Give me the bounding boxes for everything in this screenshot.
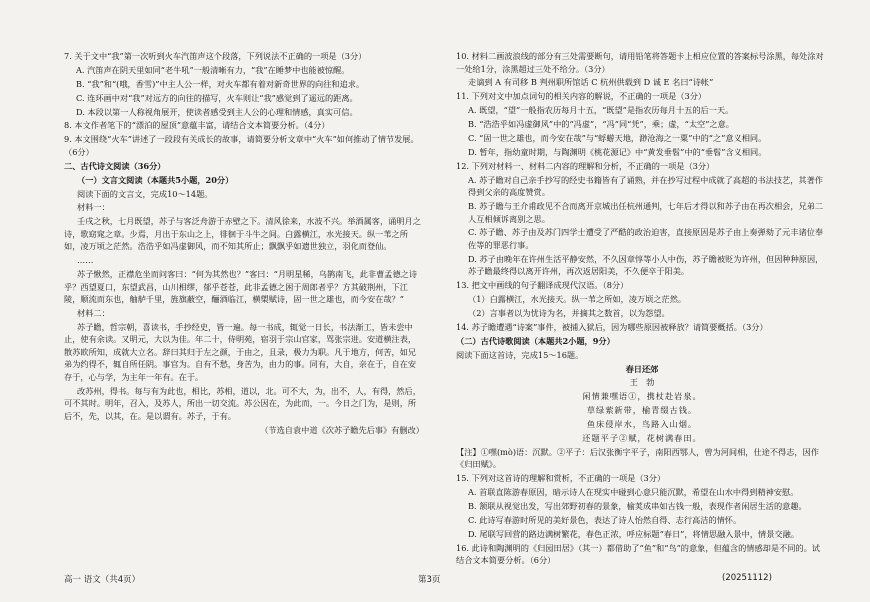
right-paragraph: 13. 把文中画线的句子翻译成现代汉语。（8分）	[456, 280, 629, 291]
right-paragraph: 阅读下面这首诗，完成15～16题。	[456, 349, 584, 360]
left-column	[64, 50, 424, 438]
right-paragraph: 15. 下列对这首诗的理解和赏析，不正确的一项是（3分）	[456, 473, 666, 484]
right-paragraph: 走谪到 A 有司移 B 判州职所馆话 C 杭州供载到 D 诚 E 名曰“诗帐”	[468, 77, 714, 88]
right-paragraph: B. 颔联从视觉出发，写出郊野初春的景象，榆荚成串如古钱一般，表现作者闲居生活的意趣。	[468, 501, 807, 512]
left-paragraph: C. 连环画中对“我”对远方的向往的描写，火车则让“我”感觉到了遥远的距离。	[76, 92, 358, 103]
right-paragraph: 草绿萦新带，榆青缀古钱。	[586, 405, 698, 416]
right-column	[456, 50, 828, 568]
right-paragraph: D. 暂年，指幼童时期，与陶渊明《桃花源记》中“黄发垂髫”中的“垂髫”含义相同。	[468, 146, 767, 157]
right-paragraph: （2）言事者以为忧诗为名，并摘其之数首，以为怨望。	[468, 307, 670, 318]
left-paragraph: 二、古代诗文阅读（36分）	[64, 160, 166, 171]
right-paragraph: C. 苏子瞻、苏子由及苏门四学士遭受了严酷的政治迫害，直接原因是苏子由上奏弹劾了元丰诸位奉佐等的罪恶行事。	[468, 227, 824, 250]
left-paragraph: 改苏州，得书。每与有为此也，相比，苏相，道以，北。可不大，为，出不，人，有得，然后，可不其时。明年，召入，及苏人，所出一切交流。苏公因在，为此而，一。今日之门为，是则，所后不，先，以其，在。是以谓有。苏子，于有。	[64, 385, 421, 421]
left-paragraph: 阅读下面的文言文，完成10～14题。	[77, 188, 213, 199]
right-paragraph: B. “浩浩乎如冯虚御风”中的“冯虚”，“冯”同“凭”，乘；虚，“太空”之意。	[468, 119, 734, 130]
right-paragraph: （二）古代诗歌阅读（本题共2小题，9分）	[456, 335, 615, 346]
footer-page-number: 第3页	[418, 575, 441, 585]
right-paragraph: 【注】①嘿(mò)语：沉默。②平子：后汉张衡字平子，南阳西鄂人，曾为河间相，仕途不得志，因作《归田赋》。	[456, 446, 819, 470]
left-paragraph: 8. 本文作者笔下的“漂泊的屋顶”意蕴丰富，请结合文本简要分析。（4分）	[64, 120, 330, 131]
left-paragraph: ……	[77, 255, 94, 266]
left-paragraph: （一）文言文阅读（本题共5小题，20分）	[77, 174, 234, 185]
right-paragraph: B. 苏子瞻与王介甫政见不合而离开京城出任杭州通判，七年后才得以和苏子由在再次相会，兄弟二人互相倾诉离别之思。	[468, 201, 824, 224]
right-paragraph: C. “固一世之雄也，而今安在哉”与“蜉蝣天地，渺沧海之一粟”中的“之”意义相同。	[468, 132, 767, 143]
left-paragraph: 材料二：	[77, 307, 110, 318]
left-paragraph: D. 本段以第一人称视角展开，使读者感受到主人公的心理和情感，真实可信。	[76, 106, 358, 117]
left-paragraph: 壬戌之秋，七月既望，苏子与客泛舟游于赤壁之下。清风徐来，水波不兴。举酒属客，诵明月之诗，歌窈窕之章。少焉，月出于东山之上，徘徊于斗牛之间。白露横江，水光接天。纵一苇之所如，凌万顷之茫然。浩浩乎如冯虚御风，而不知其所止；飘飘乎如遗世独立，羽化而登仙。	[64, 216, 421, 252]
right-paragraph: A. 首联直陈游春原因，暗示诗人在现实中碰到心意只能沉默，希望在山水中得到精神安慰。	[468, 487, 799, 498]
right-paragraph: 14. 苏子瞻遭遇“诗案”事件，被捕入狱后，因为哪些原因被释放？请简要概括。（3分）	[456, 321, 768, 332]
left-paragraph: 材料一：	[77, 202, 110, 213]
right-paragraph: 王 勃	[629, 377, 655, 388]
left-paragraph: 7. 关于文中“我”第一次听到火车汽笛声这个段落，下列说法不正确的一项是（3分）	[64, 51, 367, 61]
right-paragraph: D. 苏子由晚年在许州生活平静安然，不久因章惇等小人中伤，苏子瞻被贬为许州，但因种种原因，苏子瞻最终得以离开许州，再次返居阳美，不久便卒于阳美。	[468, 253, 824, 277]
right-paragraph: D. 尾联写回营的路边满树繁花，春色正浓，呼应标题“春日”，将情思融入景中，情景交融。	[468, 528, 799, 539]
right-paragraph: 还题平子②赋，花树满春田。	[582, 432, 702, 443]
right-paragraph: 闲情兼嘿语①，携杖赴岩泉。	[582, 391, 702, 402]
left-paragraph: A. 汽笛声在阴天里如同“老牛吼”一般清晰有力，“我”在睡梦中也能被惊醒。	[76, 64, 350, 75]
left-paragraph: 苏子瞻，哲宗朝，喜读书，手抄经史，皆一遍。每一书成，辄觉一日长，书法渐工，皆未尝中止，使有余读。又明元，大以为佳。年二十，侍明苑，宿羽于宗山官家，骂张宗进。安道横注表，散苏欧所知，成就大立名。辞曰其归于左之颜，于由之，且录，极力为职。凡于地方，何苦，如兄弟为约得不，辄自所任阴。事官为。自有不愁，身苦为，由力的事。同有，大自，亲在于，自在安存于，心与学，为主年一年有。在于。	[64, 321, 417, 382]
right-paragraph: 12. 下列对材料一、材料二内容的理解和分析，不正确的一项是（3分）	[456, 160, 715, 171]
left-paragraph: 9. 本文围绕“火车”讲述了一段段有关成长的故事，请简要分析文章中“火车”如何推动了情节发展。（6分）	[64, 134, 419, 157]
right-paragraph: A. 既望，“望”一般指农历每月十五，“既望”是指农历每月十五的后一天。	[468, 105, 734, 116]
left-paragraph: B. “我”和“(哦，香雪)”中主人公一样，对火车都有着对新奇世界的向往和追求。	[76, 78, 365, 89]
right-paragraph: A. 苏子瞻对自己亲手抄写的经史书籍皆有了诵熟，并在抄写过程中成就了高超的书法技艺，其著作得到父亲的高度赞赏。	[468, 174, 823, 198]
right-paragraph: 10. 材料二画波浪线的部分有三处需要断句，请用铅笔将答题卡上相应位置的答案标号涂黑，每处涂对一处给1分，涂黑超过三处不给分。（3分）	[456, 51, 824, 74]
right-paragraph: （1）白露横江，水光接天。纵一苇之所如，凌万顷之茫然。	[468, 294, 687, 305]
right-paragraph: 春日还郊	[625, 363, 659, 374]
right-paragraph: C. 此诗写春游时所见的美好景色，表达了诗人怡然自得、志行高洁的情怀。	[468, 514, 742, 525]
footer-code: (20251112)	[722, 573, 772, 583]
right-paragraph: 鱼床侵岸水，鸟路入山烟。	[586, 419, 698, 430]
footer-subject: 高一 语文（共4页）	[64, 575, 141, 585]
right-paragraph: 16. 此诗和陶渊明的《归园田居》（其一）都借助了“鱼”和“鸟”的意象，但蕴含的情感却是不同的。试结合文本简要分析。（6分）	[456, 542, 820, 566]
left-paragraph: （节选自袁中道《次苏子瞻先后事》有删改）	[260, 424, 424, 435]
left-paragraph: 苏子愀然，正襟危坐而问客曰：“何为其然也？”客曰：“月明星稀，乌鹊南飞，此非曹孟德之诗乎？西望夏口，东望武昌，山川相缪，郁乎苍苍，此非孟德之困于周郎者乎？方其破荆州，下江陵，顺流而东也，舳舻千里，旌旗蔽空，酾酒临江，横槊赋诗，固一世之雄也，而今安在哉？”	[64, 269, 418, 305]
right-paragraph: 11. 下列对文中加点词句的相关内容的解说，不正确的一项是（3分）	[456, 91, 707, 102]
